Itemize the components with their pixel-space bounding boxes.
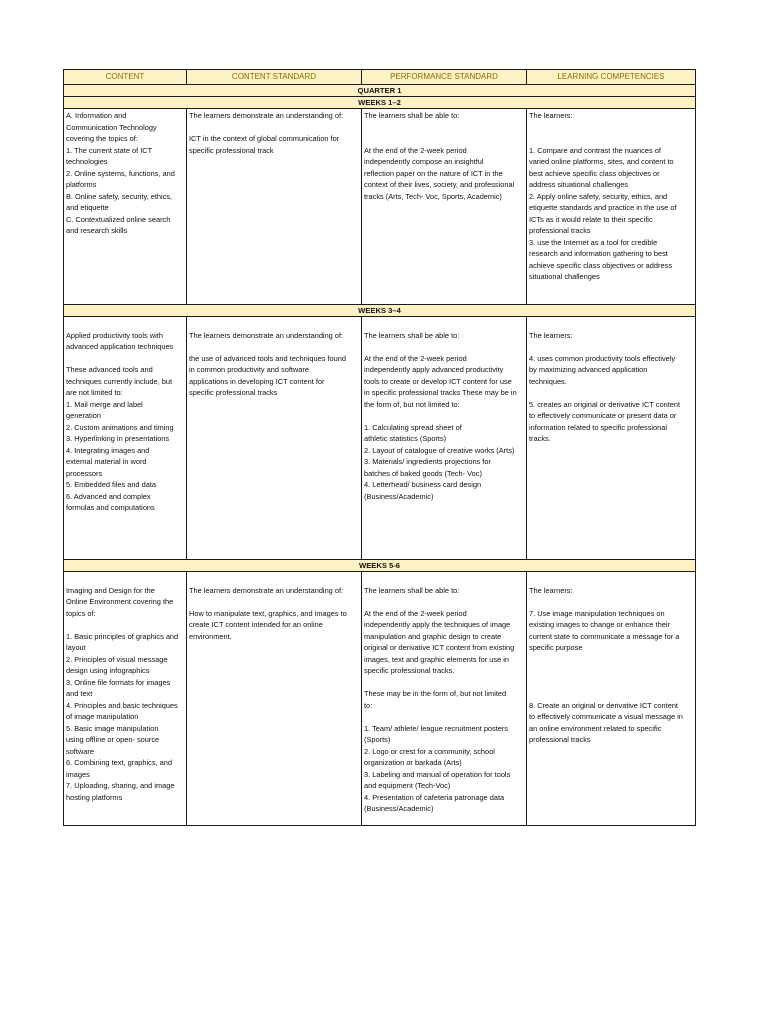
weeks-5-6-lc-body-b: 8. Create an original or derivative ICT content to effectively communicate a visual message in an online environment related to specific professional tracks xyxy=(529,700,683,744)
weeks-5-6-ps-intro: The learners shall be able to: xyxy=(364,585,460,595)
weeks-5-6-learning-competencies-cell xyxy=(527,572,696,826)
weeks-1-2-content: A. Information and Communication Technology covering the topics of: 1. The current state of ICT technologies 2. Online systems, functions, and platforms B. Online safety, security, ethics, and etiquette C. Contextualized online search and research skills xyxy=(66,111,175,235)
header-performance-standard: PERFORMANCE STANDARD xyxy=(362,70,527,85)
weeks-3-4-content-cell xyxy=(64,317,187,560)
weeks-5-6-ps-body-b: These may be in the form of, but not limited to: xyxy=(364,689,507,710)
curriculum-guide-page xyxy=(63,69,695,826)
weeks-1-2-band-row xyxy=(64,97,696,109)
weeks-3-4-lc-body-b: 5. creates an original or derivative ICT content to effectively communicate or present data or information related to specific professional tracks. xyxy=(529,399,681,443)
weeks-1-2-lc-intro: The learners: xyxy=(529,111,573,120)
header-learning-competencies: LEARNING COMPETENCIES xyxy=(527,70,696,85)
quarter-row xyxy=(64,85,696,97)
weeks-1-2-cs-body: ICT in the context of global communication for specific professional track xyxy=(189,134,340,155)
weeks-3-4-ps-body-a: At the end of the 2-week period independently apply advanced productivity tools to create or develop ICT content for use in specific professional tracks These may be in the form of, but not limited to: xyxy=(364,353,517,409)
weeks-5-6-content-a: Imaging and Design for the Online Environment covering the topics of: xyxy=(66,585,174,618)
weeks-3-4-content-standard-cell xyxy=(187,317,362,560)
header-row xyxy=(64,70,696,85)
weeks-3-4-ps-intro: The learners shall be able to: xyxy=(364,330,460,340)
weeks-5-6-label: WEEKS 5-6 xyxy=(64,560,696,572)
weeks-3-4-ps-body-b: 1. Calculating spread sheet of athletic statistics (Sports) 2. Layout of catalogue of creative works (Arts) 3. Materials/ ingredients projections for batches of baked goods (Tech- Voc) 4. Letterhead/ business card design (Business/Academic) xyxy=(364,422,515,501)
weeks-3-4-lc-intro: The learners: xyxy=(529,330,573,340)
weeks-5-6-performance-standard-cell xyxy=(362,572,527,826)
weeks-5-6-lc-body-a: 7. Use image manipulation techniques on existing images to change or enhance their current state to communicate a message for a specific purpose xyxy=(529,608,680,652)
weeks-1-2-row xyxy=(64,109,696,305)
weeks-5-6-ps-body-a: At the end of the 2-week period independently apply the techniques of image manipulation and graphic design to create original or derivative ICT content from existing images, text and graphic elements for use in specific professional tracks. xyxy=(364,608,515,675)
weeks-1-2-content-cell xyxy=(64,109,187,305)
weeks-3-4-lc-body-a: 4. uses common productivity tools effectively by maximizing advanced application techniques. xyxy=(529,353,676,386)
header-content-standard: CONTENT STANDARD xyxy=(187,70,362,85)
weeks-1-2-label: WEEKS 1–2 xyxy=(64,97,696,109)
weeks-1-2-lc-body: 1. Compare and contrast the nuances of varied online platforms, sites, and content to best achieve specific class objectives or address situational challenges 2. Apply online safety, security, ethics, and etiquette standards and practice in the use of ICTs as it would relate to their specific professional tracks 3. use the Internet as a tool for credible research and information gathering to best achieve specific class objectives or address situational challenges xyxy=(529,145,677,281)
weeks-1-2-cs-intro: The learners demonstrate an understanding of: xyxy=(189,111,344,120)
weeks-5-6-content-b: 1. Basic principles of graphics and layout 2. Principles of visual message design using infographics 3. Online file formats for images and text 4. Principles and basic techniques of image manipulation 5. Basic image manipulation using offline or open- source software 6. Combining text, graphics, and images 7. Uploading, sharing, and image hosting platforms xyxy=(66,631,179,802)
weeks-1-2-ps-intro: The learners shall be able to: xyxy=(364,111,460,120)
weeks-1-2-performance-standard-cell xyxy=(362,109,527,305)
curriculum-table xyxy=(63,69,696,826)
weeks-5-6-row xyxy=(64,572,696,826)
weeks-3-4-row xyxy=(64,317,696,560)
weeks-1-2-ps-body: At the end of the 2-week period independently compose an insightful reflection paper on the nature of ICT in the context of their lives, society, and professional tracks (Arts, Tech- Voc, Sports, Academic) xyxy=(364,145,515,201)
weeks-5-6-cs-intro: The learners demonstrate an understanding of: xyxy=(189,585,344,595)
quarter-label: QUARTER 1 xyxy=(64,85,696,97)
header-content: CONTENT xyxy=(64,70,187,85)
weeks-3-4-performance-standard-cell xyxy=(362,317,527,560)
weeks-3-4-content-b: These advanced tools and techniques currently include, but are not limited to: 1. Mail merge and label generation 2. Custom animations and timing 3. Hyperlinking in presentations 4. Integrating images and external material in word processors 5. Embedded files and data 6. Advanced and complex formulas and computations xyxy=(66,365,174,512)
weeks-3-4-cs-intro: The learners demonstrate an understanding of: xyxy=(189,330,344,340)
weeks-5-6-band-row xyxy=(64,560,696,572)
weeks-3-4-content-a: Applied productivity tools with advanced application techniques xyxy=(66,330,174,351)
weeks-1-2-content-standard-cell xyxy=(187,109,362,305)
weeks-5-6-content-cell xyxy=(64,572,187,826)
weeks-3-4-cs-body: the use of advanced tools and techniques found in common productivity and software applications in developing ICT content for specific professional tracks xyxy=(189,353,346,397)
weeks-5-6-lc-intro: The learners: xyxy=(529,585,573,595)
weeks-5-6-content-standard-cell xyxy=(187,572,362,826)
weeks-1-2-learning-competencies-cell xyxy=(527,109,696,305)
weeks-5-6-ps-body-c: 1. Team/ athlete/ league recruitment posters (Sports) 2. Logo or crest for a community, school organization or barkada (Arts) 3. Labeling and manual of operation for tools and equipment (Tech-Voc) 4. Presentation of cafeteria patronage data (Business/Academic) xyxy=(364,723,511,813)
weeks-3-4-learning-competencies-cell xyxy=(527,317,696,560)
weeks-3-4-label: WEEKS 3–4 xyxy=(64,305,696,317)
weeks-5-6-cs-body: How to manipulate text, graphics, and images to create ICT content intended for an online environment. xyxy=(189,608,347,641)
weeks-3-4-band-row xyxy=(64,305,696,317)
